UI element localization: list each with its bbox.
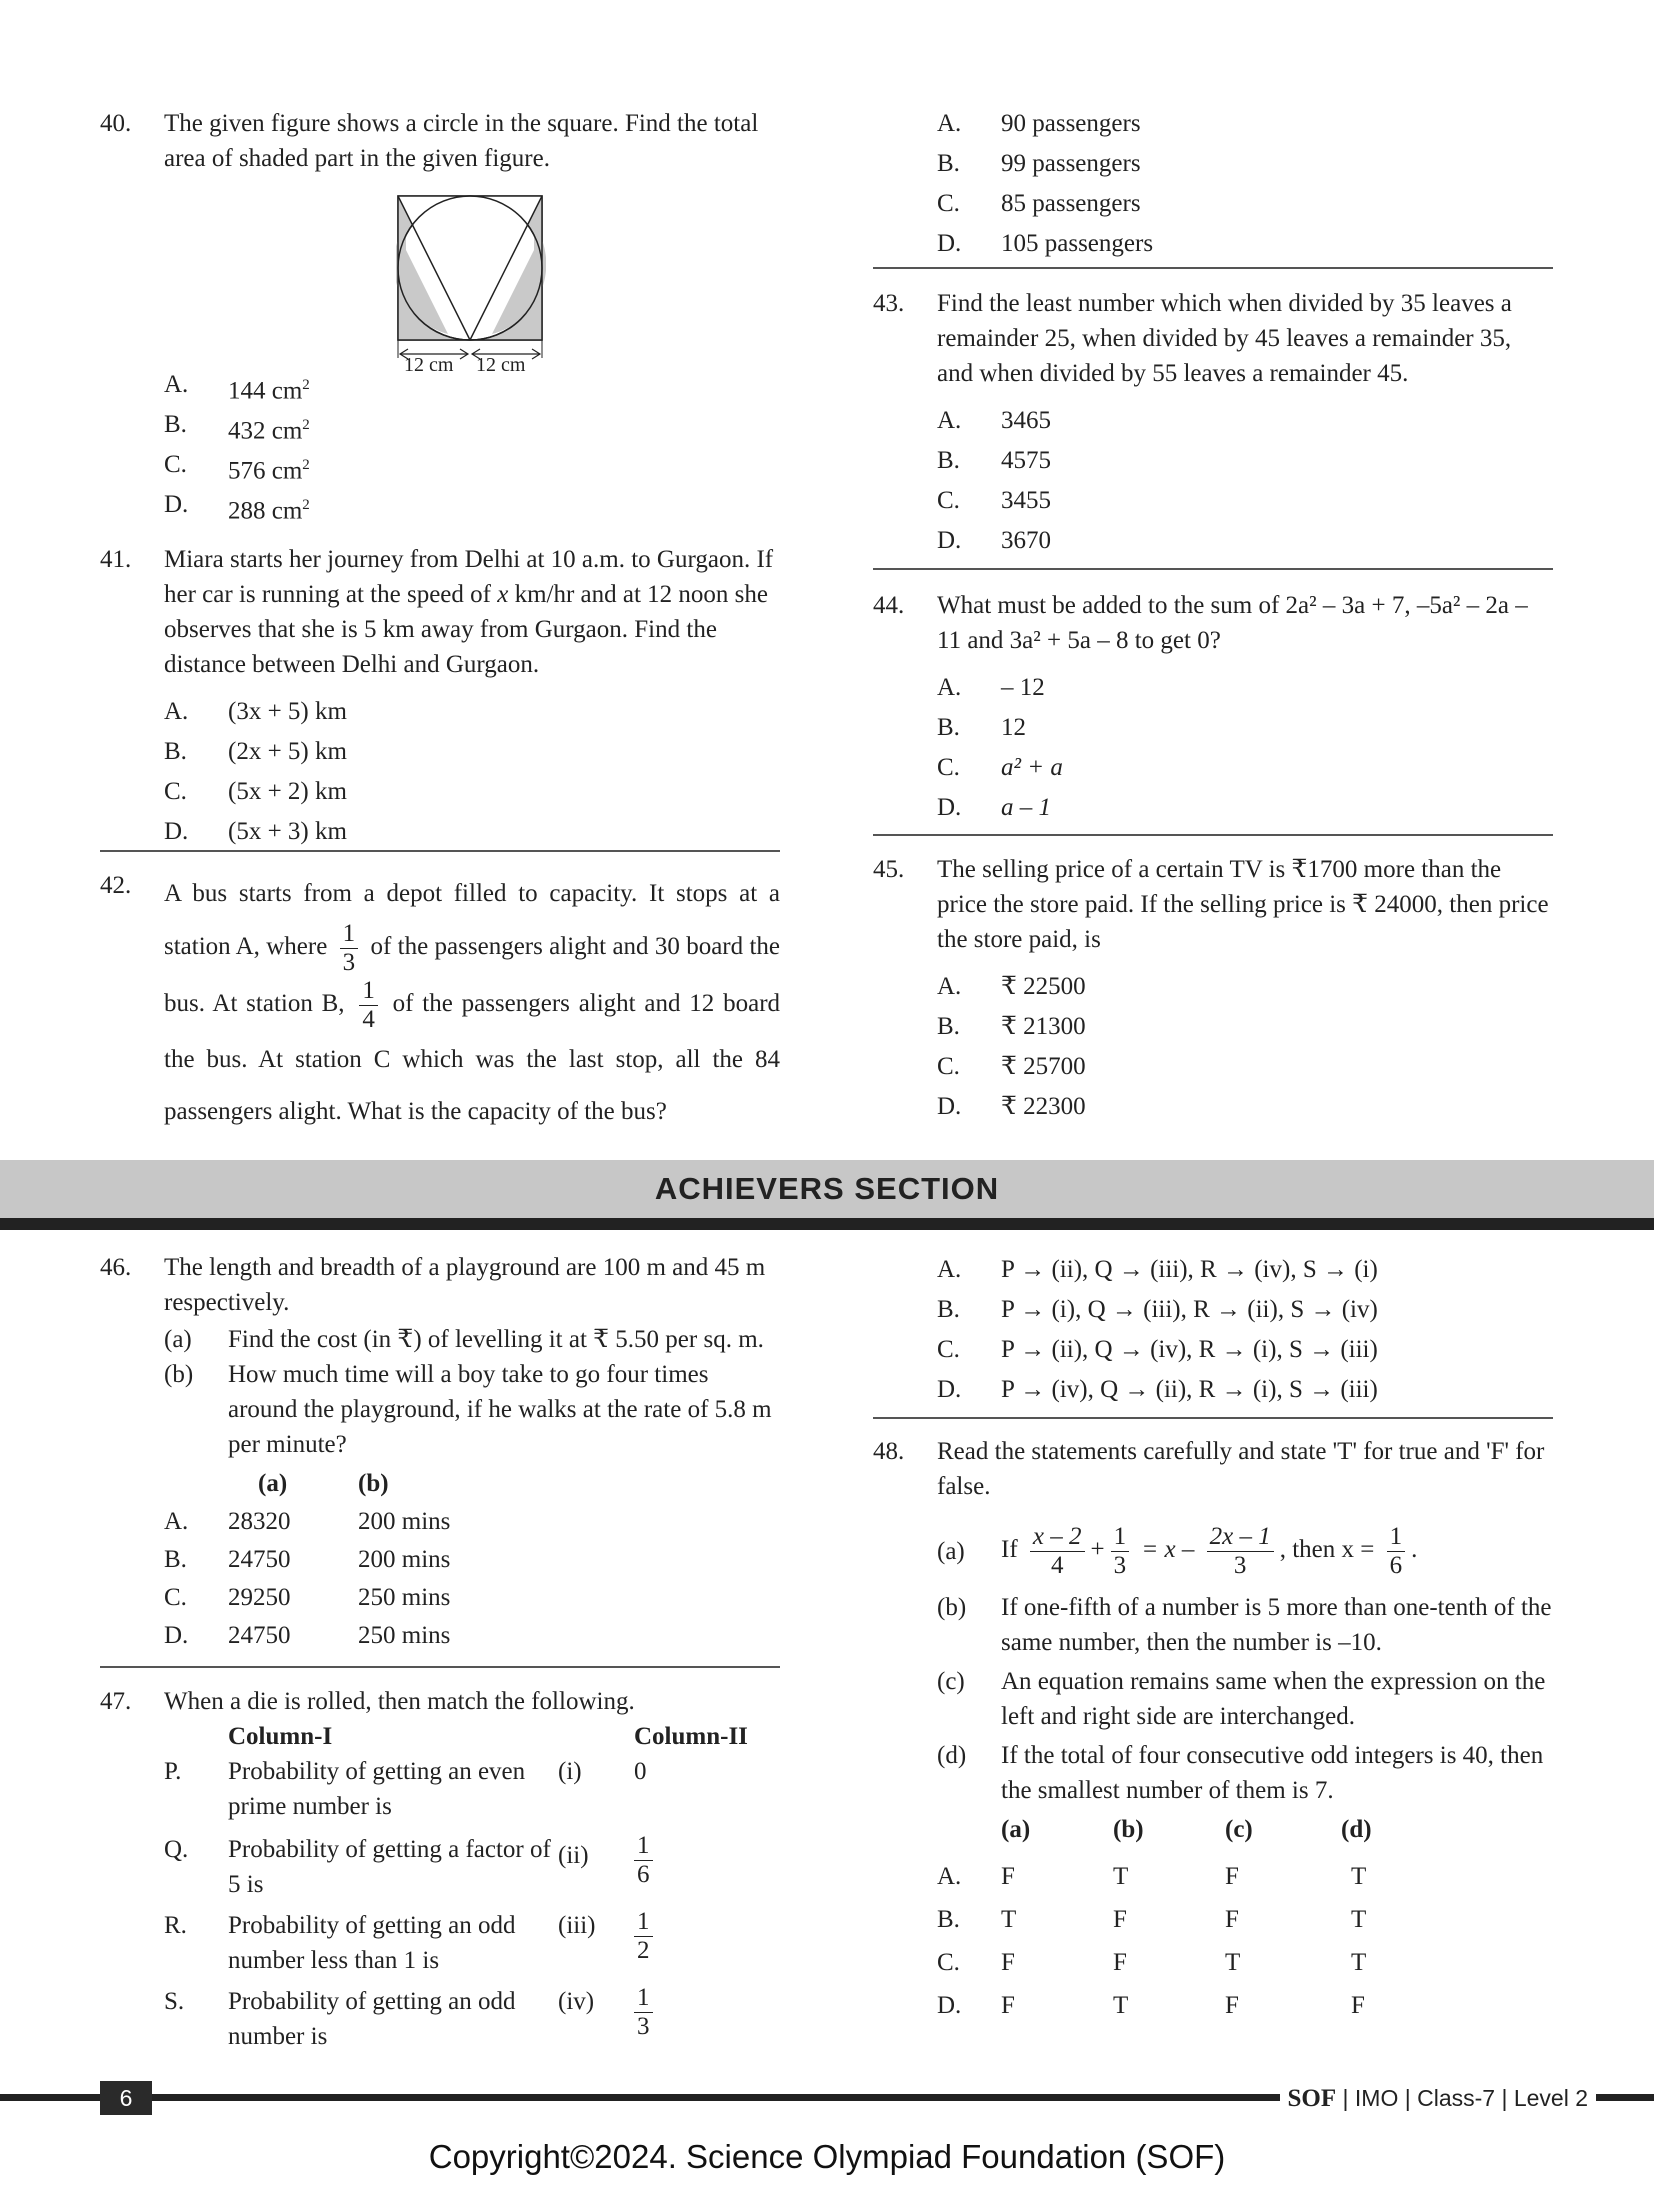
question-number: 43.	[873, 290, 905, 317]
option-a[interactable]: A. 3465	[937, 407, 1051, 434]
sub-parts	[164, 1322, 780, 1462]
sub-part-a: (a) Find the cost (in ₹) of levelling it at ₹ 5.50 per sq. m.	[164, 1326, 764, 1353]
option-b[interactable]: B. 12	[937, 714, 1026, 741]
option-b[interactable]: B. 99 passengers	[937, 150, 1141, 177]
question-45	[873, 852, 1553, 1127]
options-list	[937, 1855, 1553, 2027]
match-row-q: Q. Probability of getting a factor of 5 is (ii) $\frac{1}{6}$	[164, 1832, 780, 1908]
sub-part-b: (b) How much time will a boy take to go four times around the playground, if he walks at the rate of 5.8 m per minute?	[164, 1361, 772, 1458]
match-table	[164, 1754, 780, 2060]
fraction: $\frac{1}{6}$	[1387, 1523, 1406, 1580]
option-c[interactable]: C. F F T T	[937, 1949, 1367, 1976]
option-b[interactable]: B. (2x + 5) km	[164, 738, 347, 765]
option-c[interactable]: C. a² + a	[937, 754, 1063, 781]
option-c[interactable]: C. (5x + 2) km	[164, 778, 347, 805]
option-c[interactable]: C. 29250 250 mins	[164, 1584, 451, 1611]
divider	[873, 267, 1553, 269]
divider	[873, 1417, 1553, 1419]
option-d[interactable]: D. ₹ 22300	[937, 1093, 1086, 1120]
option-label: D.	[164, 491, 189, 518]
option-d[interactable]: D. 24750 250 mins	[164, 1622, 451, 1649]
match-row-p: P. Probability of getting an even prime number is (i) 0	[164, 1758, 647, 1820]
shaded-circle-figure	[396, 194, 546, 376]
question-number: 41.	[100, 546, 132, 573]
question-number: 45.	[873, 856, 905, 883]
q42-options	[937, 104, 1537, 264]
footer-brand	[1280, 2080, 1596, 2117]
option-b[interactable]: B. 24750 200 mins	[164, 1546, 451, 1573]
option-d[interactable]: D. (5x + 3) km	[164, 818, 347, 845]
question-number: 47.	[100, 1688, 132, 1715]
option-a[interactable]: A. 90 passengers	[937, 110, 1141, 137]
question-text: The selling price of a certain TV is ₹1700 more than the price the store paid. If the selling price is ₹ 24000, then price the store paid, is	[937, 856, 1549, 953]
option-a[interactable]: A. – 12	[937, 674, 1045, 701]
option-value: 144 $cm^2$	[228, 377, 310, 405]
figure-svg	[396, 194, 546, 376]
option-a[interactable]: A. 28320 200 mins	[164, 1508, 451, 1535]
option-a[interactable]: A. P → (ii), Q → (iii), R → (iv), S → (i)	[937, 1256, 1378, 1283]
option-c[interactable]: C. 3455	[937, 487, 1051, 514]
tf-header: (a) (b) (c) (d)	[1001, 1816, 1372, 1843]
page-number: 6	[100, 2081, 152, 2115]
q40-options	[164, 365, 564, 525]
option-b[interactable]: B. T F F T	[937, 1906, 1367, 1933]
option-d[interactable]: D. 105 passengers	[937, 230, 1154, 257]
options-list	[164, 692, 780, 852]
fraction: $\frac{1}{2}$	[634, 1908, 653, 1984]
q47-options	[937, 1250, 1553, 1410]
sof-logo: SOF	[1287, 2085, 1337, 2112]
question-text: The length and breadth of a playground are 100 m and 45 m respectively.	[164, 1254, 766, 1316]
option-c[interactable]: C. ₹ 25700	[937, 1053, 1086, 1080]
option-value: 576 $cm^2$	[228, 457, 310, 485]
option-a[interactable]: A. ₹ 22500	[937, 973, 1086, 1000]
question-46	[100, 1250, 780, 1655]
divider	[100, 1666, 780, 1668]
footer-brand-text: | IMO | Class-7 | Level 2	[1336, 2085, 1588, 2111]
question-number: 42.	[100, 872, 132, 899]
option-label: A.	[164, 371, 189, 398]
question-number: 48.	[873, 1438, 905, 1465]
copyright: Copyright©2024. Science Olympiad Foundation (SOF)	[428, 2138, 1226, 2175]
question-47	[100, 1684, 780, 2060]
fraction: $\frac{1}{3}$	[1111, 1523, 1130, 1580]
options-list	[164, 1503, 780, 1655]
question-number: 44.	[873, 592, 905, 619]
option-b[interactable]: B. P → (i), Q → (iii), R → (ii), S → (iv)	[937, 1296, 1378, 1323]
match-columns-header: Column-I Column-II	[228, 1723, 748, 1750]
question-44	[873, 588, 1553, 828]
options-list	[937, 401, 1553, 561]
question-48	[873, 1434, 1553, 2027]
option-d[interactable]: D. P → (iv), Q → (ii), R → (i), S → (iii)	[937, 1376, 1378, 1403]
fraction: $\frac{1}{6}$	[634, 1832, 653, 1908]
fraction: $\frac{x - 2}{4}$	[1030, 1523, 1085, 1580]
question-number: 40.	[100, 110, 132, 137]
dimension-label-right: 12 cm	[476, 354, 526, 376]
question-text: A bus starts from a depot filled to capacity. It stops at a station A, where $\frac{1}{3}$ of the passengers alight and 30 board the bus. At station B, $\frac{1}{4}$ of the passengers alight and 12 board the bus. At station C which was the last stop, all the 84 passengers alight. What is the capacity of the bus?	[164, 880, 781, 1125]
divider	[100, 850, 780, 852]
fraction: $\frac{2x - 1}{3}$	[1207, 1523, 1274, 1580]
statement-d: (d) If the total of four consecutive odd integers is 40, then the smallest number of them is 7.	[937, 1742, 1544, 1804]
option-b[interactable]	[164, 405, 564, 445]
question-number: 46.	[100, 1254, 132, 1281]
options-list	[937, 668, 1553, 828]
answer-columns-header: (a) (b)	[258, 1470, 389, 1497]
option-label: B.	[164, 411, 187, 438]
statement-a: (a) If $\frac{x - 2}{4}$ + $\frac{1}{3}$ = x – $\frac{2x - 1}{3}$ , then x = $\frac{1}{6}$ .	[937, 1522, 1418, 1579]
question-text: Read the statements carefully and state 'T' for true and 'F' for false.	[937, 1438, 1545, 1500]
option-b[interactable]: B. 4575	[937, 447, 1051, 474]
question-text: When a die is rolled, then match the following.	[164, 1688, 635, 1715]
question-41	[100, 542, 780, 852]
statement-b: (b) If one-fifth of a number is 5 more than one-tenth of the same number, then the number is –10.	[937, 1594, 1552, 1656]
fraction-one-third: $\frac{1}{3}$	[340, 920, 359, 977]
option-d[interactable]: D. a – 1	[937, 794, 1051, 821]
match-row-s: S. Probability of getting an odd number is (iv) $\frac{1}{3}$	[164, 1984, 780, 2060]
statements	[937, 1514, 1553, 1808]
option-d[interactable]: D. 3670	[937, 527, 1051, 554]
match-row-r: R. Probability of getting an odd number less than 1 is (iii) $\frac{1}{2}$	[164, 1908, 780, 1984]
option-b[interactable]: B. ₹ 21300	[937, 1013, 1086, 1040]
option-a[interactable]	[164, 365, 564, 405]
option-a[interactable]: A. (3x + 5) km	[164, 698, 347, 725]
question-text: Find the least number which when divided by 35 leaves a remainder 25, when divided by 45 leaves a remainder 35, and when divided by 55 leaves a remainder 45.	[937, 290, 1512, 387]
question-text: What must be added to the sum of 2a² – 3a + 7, –5a² – 2a – 11 and 3a² + 5a – 8 to get 0?	[937, 592, 1528, 654]
option-c[interactable]	[164, 445, 564, 485]
statement-c: (c) An equation remains same when the expression on the left and right side are interchanged.	[937, 1668, 1546, 1730]
divider	[873, 834, 1553, 836]
option-c[interactable]: C. P → (ii), Q → (iv), R → (i), S → (iii)	[937, 1336, 1378, 1363]
question-40	[100, 106, 780, 376]
section-header: ACHIEVERS SECTION	[0, 1160, 1654, 1218]
options-list	[937, 967, 1553, 1127]
option-value: 288 $cm^2$	[228, 497, 310, 525]
dimension-label-left: 12 cm	[404, 354, 454, 376]
fraction: $\frac{1}{3}$	[634, 1984, 653, 2060]
option-label: C.	[164, 451, 187, 478]
section-header-rule	[0, 1218, 1654, 1230]
question-42	[100, 868, 780, 1138]
option-value: 432 $cm^2$	[228, 417, 310, 445]
option-d[interactable]: D. F T F F	[937, 1992, 1365, 2019]
option-c[interactable]: C. 85 passengers	[937, 190, 1141, 217]
question-text: Miara starts her journey from Delhi at 10 a.m. to Gurgaon. If her car is running at the speed of x km/hr and at 12 noon she observes that she is 5 km away from Gurgaon. Find the distance between Delhi and Gurgaon.	[164, 546, 774, 678]
question-text: The given figure shows a circle in the square. Find the total area of shaded part in the given figure.	[164, 110, 759, 172]
fraction-one-fourth: $\frac{1}{4}$	[359, 977, 378, 1034]
option-a[interactable]: A. F T F T	[937, 1863, 1367, 1890]
question-43	[873, 286, 1553, 561]
divider	[873, 568, 1553, 570]
option-d[interactable]	[164, 485, 564, 525]
